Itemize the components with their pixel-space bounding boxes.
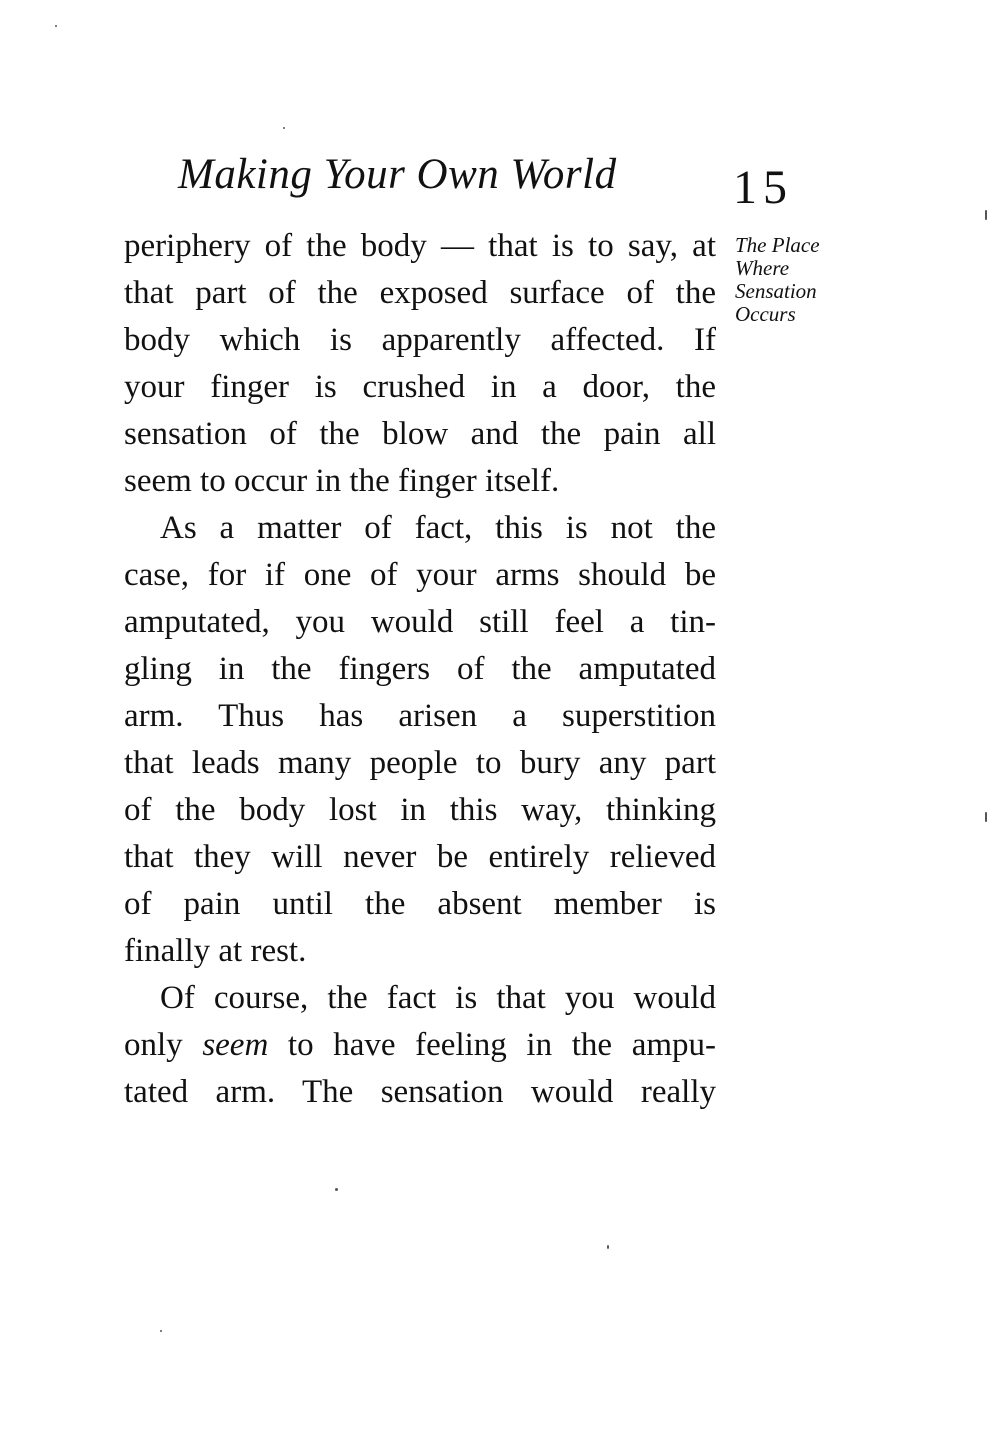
scan-speck xyxy=(160,1330,162,1332)
text-run: to have feeling in the ampu- xyxy=(268,1027,716,1063)
scan-speck xyxy=(607,1245,609,1249)
text-line: finally at rest. xyxy=(124,933,307,969)
text-line: body which is apparently affected. If xyxy=(124,322,716,358)
scan-speck xyxy=(55,25,57,27)
paragraph xyxy=(124,223,716,505)
scan-speck xyxy=(335,1188,338,1191)
text-line: of pain until the absent member is xyxy=(124,886,716,922)
text-line: that part of the exposed surface of the xyxy=(124,275,716,311)
text-line: As a matter of fact, this is not the xyxy=(160,510,716,546)
text-line: that leads many people to bury any part xyxy=(124,745,716,781)
paragraph xyxy=(124,505,716,975)
text-line: your finger is crushed in a door, the xyxy=(124,369,716,405)
scan-speck xyxy=(985,210,987,220)
text-line: of the body lost in this way, thinking xyxy=(124,792,716,828)
scan-speck xyxy=(283,127,285,129)
text-line: seem to occur in the finger itself. xyxy=(124,463,560,499)
text-line: periphery of the body — that is to say, at xyxy=(124,228,716,264)
body-text xyxy=(124,223,716,1116)
text-line xyxy=(124,1022,716,1069)
page-number: 15 xyxy=(733,161,793,214)
paragraph xyxy=(124,975,716,1116)
emphasis-text: seem xyxy=(202,1027,269,1063)
text-line: sensation of the blow and the pain all xyxy=(124,416,716,452)
running-head-title: Making Your Own World xyxy=(178,151,617,198)
margin-note-line: Occurs xyxy=(735,302,796,326)
margin-note xyxy=(735,234,865,326)
margin-note-line: Sensation xyxy=(735,279,817,303)
margin-note-line: Where xyxy=(735,256,790,280)
text-line: Of course, the fact is that you would xyxy=(160,980,716,1016)
text-line: case, for if one of your arms should be xyxy=(124,557,716,593)
text-line: amputated, you would still feel a tin- xyxy=(124,604,716,640)
text-line: tated arm. The sensation would really xyxy=(124,1074,716,1110)
scan-speck xyxy=(985,812,987,822)
margin-note-line: The Place xyxy=(735,233,820,257)
text-line: that they will never be entirely relieved xyxy=(124,839,716,875)
text-line: arm. Thus has arisen a superstition xyxy=(124,698,716,734)
text-line: gling in the fingers of the amputated xyxy=(124,651,716,687)
text-run: only xyxy=(124,1027,203,1063)
